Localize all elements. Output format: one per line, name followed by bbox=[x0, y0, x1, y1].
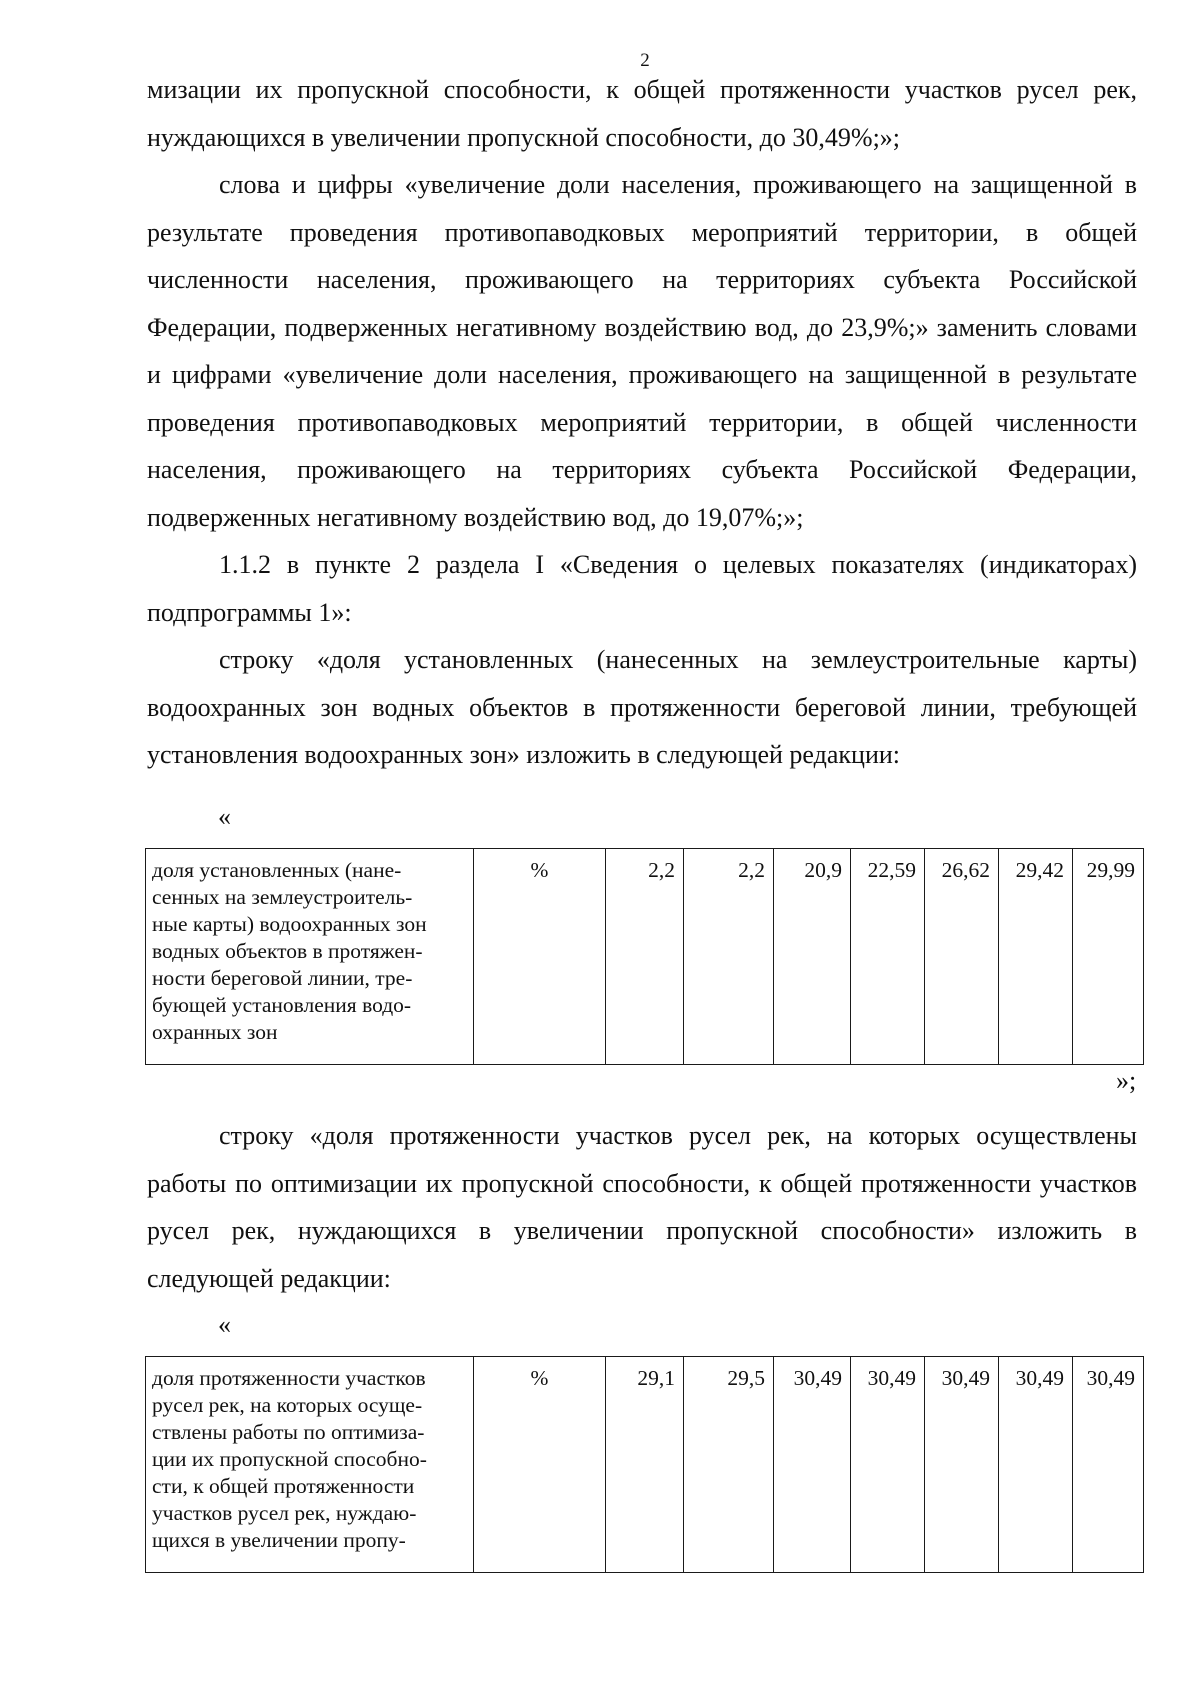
paragraph-continuation: мизации их пропускной способности, к общей протяженности участков русел рек, нуждающихся в увеличении пропускной способности, до 30,49%;»; bbox=[147, 75, 1137, 152]
page-number: 2 bbox=[640, 50, 650, 71]
value-cell: 29,42 bbox=[999, 849, 1073, 1065]
indicator-name-cell: доля установленных (нане- сенных на землеустроитель- ные карты) водоохранных зон водных объектов в протяжен- ности береговой линии, тре- бующей установления водо- охранных зон bbox=[146, 849, 474, 1065]
value-cell: 2,2 bbox=[684, 849, 774, 1065]
value-cell: 22,59 bbox=[851, 849, 925, 1065]
paragraph-replace-words: слова и цифры «увеличение доли населения, проживающего на защищенной в результате проведения противопаводковых мероприятий территории, в общей численности населения, проживающего на территориях субъекта Российской Федерации, подверженных негативному воздействию вод, до 23,9%;» заменить словами и цифрами «увеличение доли населения, проживающего на защищенной в результате проведения противопаводковых мероприятий территории, в общей численности населения, проживающего на территориях субъекта Российской Федерации, подверженных негативному воздействию вод, до 19,07%;»; bbox=[147, 170, 1137, 532]
value-cell: 26,62 bbox=[925, 849, 999, 1065]
opening-quote-1: « bbox=[218, 802, 231, 831]
value-cell: 30,49 bbox=[1073, 1357, 1144, 1573]
paragraph-row-water-zones: строку «доля установленных (нанесенных на землеустроительные карты) водоохранных зон водных объектов в протяженности береговой линии, требующей установления водоохранных зон» изложить в следующей редакции: bbox=[147, 645, 1137, 769]
paragraph-item-1-1-2: 1.1.2 в пункте 2 раздела I «Сведения о целевых показателях (индикаторах) подпрограммы 1»: bbox=[147, 550, 1137, 627]
value-cell: 2,2 bbox=[606, 849, 684, 1065]
table-row bbox=[146, 1357, 1144, 1573]
indicator-table-riverbeds bbox=[145, 1356, 1144, 1573]
unit-cell: % bbox=[474, 849, 606, 1065]
value-cell: 29,99 bbox=[1073, 849, 1144, 1065]
unit-cell: % bbox=[474, 1357, 606, 1573]
indicator-table-water-zones bbox=[145, 848, 1144, 1065]
value-cell: 29,1 bbox=[606, 1357, 684, 1573]
value-cell: 30,49 bbox=[851, 1357, 925, 1573]
value-cell: 30,49 bbox=[925, 1357, 999, 1573]
value-cell: 29,5 bbox=[684, 1357, 774, 1573]
value-cell: 20,9 bbox=[774, 849, 851, 1065]
indicator-name-cell: доля протяженности участков русел рек, на которых осуще- ствлены работы по оптимиза- ции их пропускной способно- сти, к общей протяженности участков русел рек, нуждаю- щихся в увеличении пропу- bbox=[146, 1357, 474, 1573]
paragraph-row-riverbeds: строку «доля протяженности участков русел рек, на которых осуществлены работы по оптимизации их пропускной способности, к общей протяженности участков русел рек, нуждающихся в увеличении пропускной способности» изложить в следующей редакции: bbox=[147, 1121, 1137, 1293]
opening-quote-2: « bbox=[218, 1310, 231, 1339]
value-cell: 30,49 bbox=[999, 1357, 1073, 1573]
value-cell: 30,49 bbox=[774, 1357, 851, 1573]
closing-quote-1: »; bbox=[1116, 1066, 1137, 1095]
table-row bbox=[146, 849, 1144, 1065]
